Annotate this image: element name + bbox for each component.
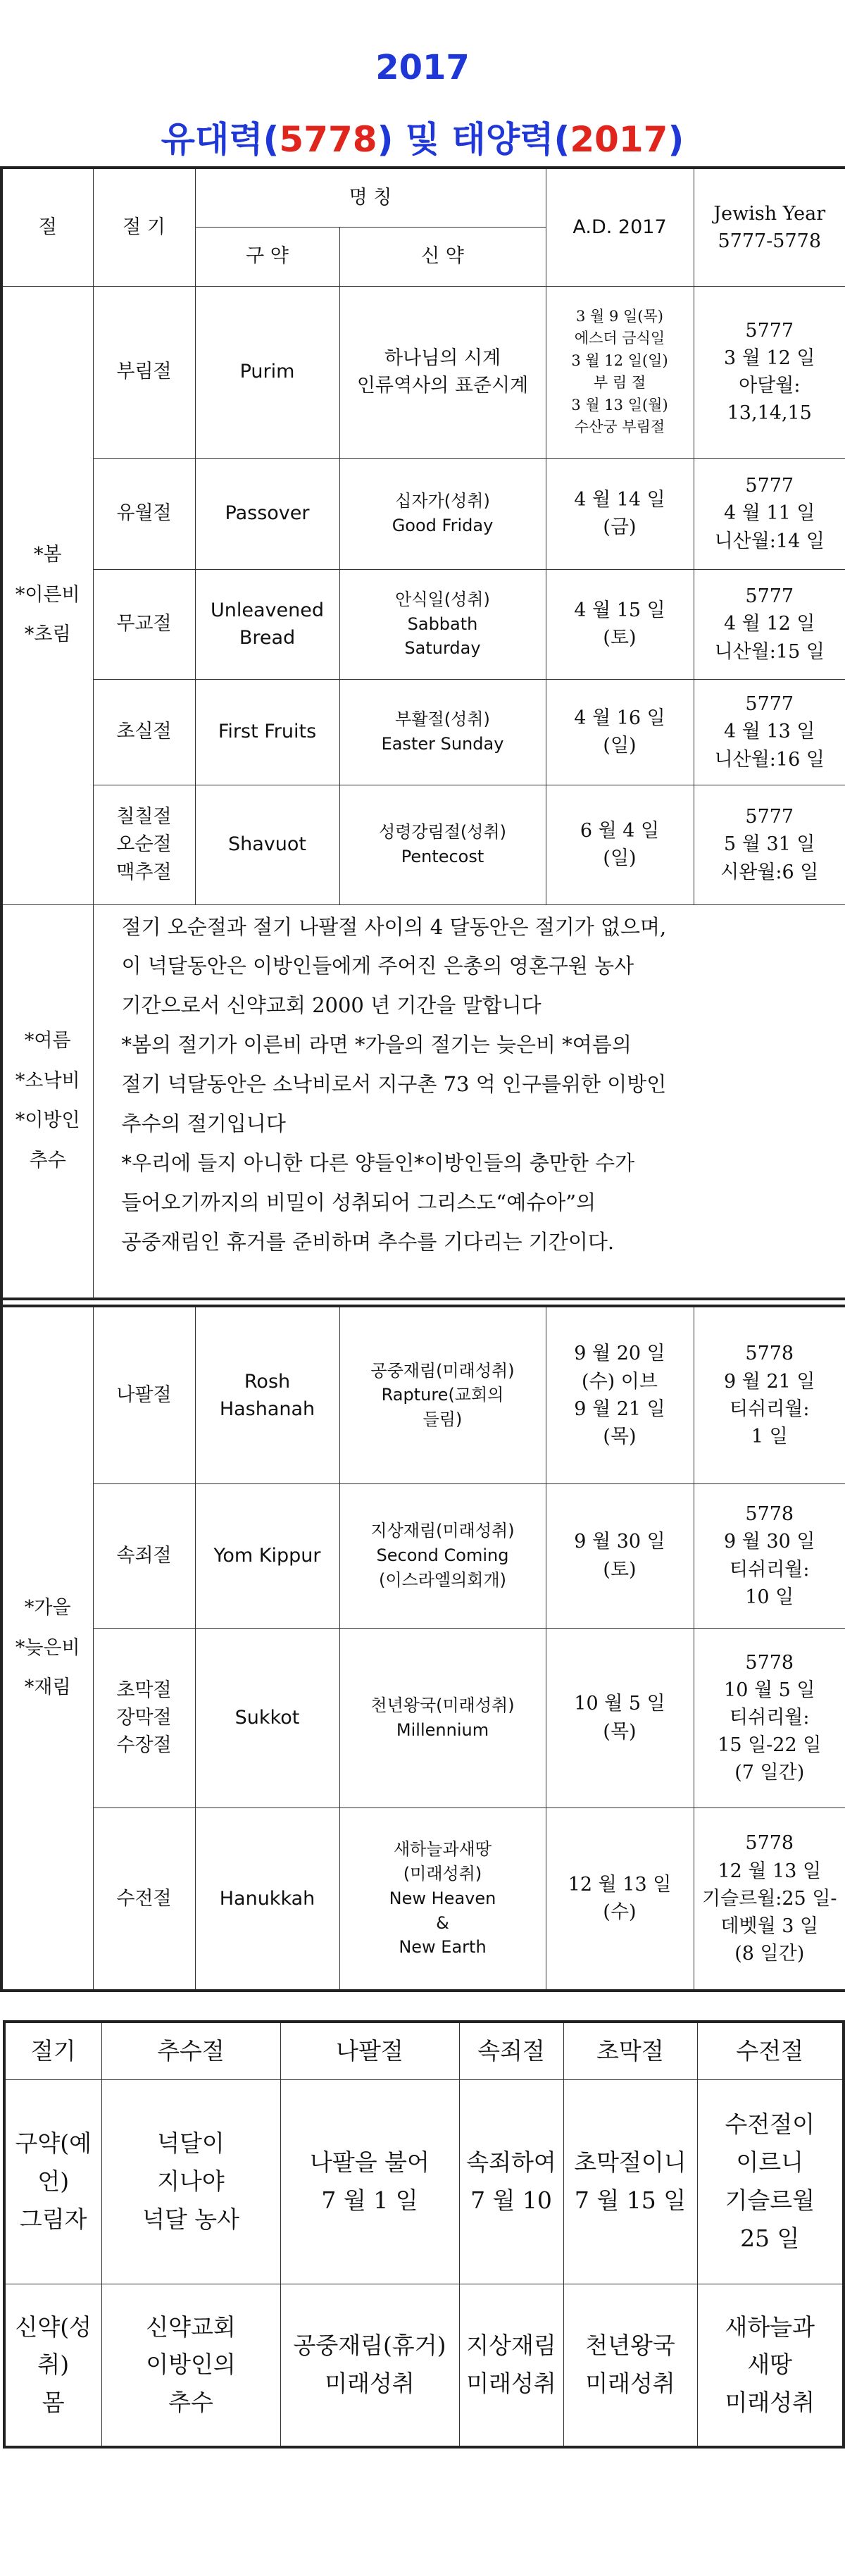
ad-date-line: 9 월 21 일 [574,1398,665,1420]
header-new-testament: 신 약 [339,227,546,286]
feast-name-line: 유월절 [116,502,172,525]
ad-date-line: (수) [603,1901,637,1924]
summary-cell-line: 공중재림(휴거) [293,2332,446,2360]
summary-cell-line: 7 월 1 일 [321,2186,418,2214]
old-testament-name [195,569,339,679]
feast-row [1,286,845,458]
jewish-date-line: 5777 [745,693,794,716]
feast-row [1,1628,845,1807]
summer-text-line: 기간으로서 신약교회 2000 년 기간을 말합니다 [121,993,542,1018]
new-testament-name [339,569,546,679]
ad-date-line: 4 월 16 일 [574,707,665,729]
summary-header [4,2022,101,2079]
summary-header-line: 수전절 [736,2036,804,2065]
new-testament-name-line: 부활절(성취) [395,709,490,730]
new-testament-name [339,1628,546,1807]
summary-header-row [4,2022,844,2079]
ad-date-line: 3 월 13 일(월) [571,396,668,413]
summer-text-line: 절기 오순절과 절기 나팔절 사이의 4 달동안은 절기가 없으며, [121,914,667,939]
feast-row [1,1483,845,1628]
new-testament-name [339,458,546,569]
new-testament-name-line: 안식일(성취) [395,589,490,609]
jewish-date-line: (7 일간) [734,1762,805,1784]
summary-cell [459,2284,563,2447]
jewish-date-line: 티쉬리월: [730,1558,810,1581]
ad-date-line: 4 월 15 일 [574,599,665,621]
new-testament-name [339,1306,546,1483]
old-testament-name [195,1483,339,1628]
summary-header [563,2022,697,2079]
title-calendar [0,111,845,162]
feast-name [93,785,195,904]
header-name: 명 칭 [195,168,546,227]
season-cell-line: *늦은비 [15,1636,80,1659]
old-testament-name [195,1628,339,1807]
ad-date-line: 3 월 12 일(일) [571,351,668,369]
jewish-date [694,785,845,904]
ad-date-line: 9 월 30 일 [574,1531,665,1553]
feast-row [1,679,845,785]
feast-name-line: 장막절 [116,1706,172,1729]
jewish-date-line: 9 월 30 일 [724,1531,815,1553]
new-testament-name-line: Pentecost [401,847,484,866]
old-testament-name-line: Hanukkah [219,1887,315,1910]
ad-date [546,679,694,785]
jewish-date-line: 5777 [745,319,794,342]
header-season: 절 [1,168,93,286]
ad-date [546,1483,694,1628]
summer-text-line: *우리에 들지 아니한 다른 양들인*이방인들의 충만한 수가 [121,1151,635,1176]
summary-row-label [4,2079,101,2284]
summer-season-line: *이방인 [15,1109,80,1132]
jewish-date-line: 4 월 11 일 [724,502,815,525]
summer-season-line: 추수 [29,1149,66,1171]
season-cell [1,1306,93,1991]
header-old-testament: 구 약 [195,227,339,286]
summary-cell-line: 이르니 [736,2148,804,2177]
ad-date [546,1628,694,1807]
summary-cell-line: 신약교회 [146,2313,236,2341]
feast-name-line: 수장절 [116,1734,172,1757]
summary-row-old [4,2079,844,2284]
feast-name-line: 나팔절 [116,1384,172,1407]
jewish-date [694,458,845,569]
new-testament-name-line: Millennium [396,1719,489,1740]
old-testament-name-line: Passover [225,502,310,525]
jewish-date-line: 티쉬리월: [730,1398,810,1420]
feast-name [93,1483,195,1628]
old-testament-name-line: Rosh [244,1370,291,1393]
jewish-date-line: 15 일-22 일 [718,1734,822,1757]
old-testament-name-line: Yom Kippur [213,1544,321,1567]
new-testament-name-line: 성령강림절(성취) [378,822,506,842]
jewish-date-line: 9 월 21 일 [724,1370,815,1393]
jewish-date-line: 10 일 [745,1586,794,1608]
ad-date [546,785,694,904]
summary-cell-line: 25 일 [740,2224,800,2252]
feast-row [1,1807,845,1991]
ad-date-line: (수) 이브 [582,1370,658,1393]
feast-name [93,286,195,458]
summary-table [3,2020,845,2449]
feast-row [1,785,845,904]
ad-date-line: (토) [603,627,637,649]
ad-date-line: 9 월 20 일 [574,1343,665,1365]
feast-table [0,166,845,1992]
ad-date-line: (일) [603,735,637,757]
jewish-date [694,569,845,679]
new-testament-name-line: Good Friday [392,516,494,535]
old-testament-name [195,458,339,569]
feast-name-line: 속죄절 [116,1544,172,1567]
old-testament-name [195,286,339,458]
jewish-date-line: 아달월: [739,375,801,397]
ad-date-line: 에스더 금식일 [574,330,665,347]
feast-name-line: 무교절 [116,613,172,635]
new-testament-name-line: 십자가(성취) [395,491,490,511]
old-testament-name [195,785,339,904]
jewish-date [694,679,845,785]
jewish-date-line: 시완월:6 일 [720,861,819,883]
season-cell-line: *이른비 [15,583,80,606]
section-separator [1,1299,845,1306]
old-testament-name-line: Sukkot [234,1706,300,1729]
jewish-date-line: 5778 [745,1832,794,1855]
title-part: 유대력( [161,119,280,160]
ad-date-line: 4 월 14 일 [574,488,665,511]
ad-date [546,1306,694,1483]
title-part: ) [668,119,684,160]
feast-name [93,1628,195,1807]
summary-cell [101,2284,280,2447]
ad-date-line: 12 월 13 일 [568,1874,672,1896]
summer-description [93,904,845,1299]
jewish-date-line: 3 월 12 일 [724,347,815,369]
header-jy-line: Jewish Year [713,202,826,225]
new-testament-name [339,286,546,458]
summary-cell-line: 미래성취 [325,2370,415,2398]
summary-cell-line: 7 월 10 [470,2186,552,2214]
season-cell-line: *가을 [24,1596,71,1619]
jewish-date-line: 5777 [745,806,794,828]
summary-cell-line: 수전절이 [725,2110,815,2139]
ad-date-line: (토) [603,1558,637,1581]
summer-season-line: *소낙비 [15,1069,80,1092]
jewish-date [694,286,845,458]
old-testament-name [195,1807,339,1991]
summary-row-new [4,2284,844,2447]
summary-cell [101,2079,280,2284]
ad-date-line: (금) [603,516,637,538]
title-part: 2017 [570,119,668,160]
summary-cell-line: 기슬르월 [725,2186,815,2214]
autumn-section [1,1306,845,1991]
summer-text-line: 절기 넉달동안은 소낙비로서 지구촌 73 억 인구를위한 이방인 [121,1072,667,1097]
summary-cell-line: 7 월 15 일 [574,2186,687,2214]
old-testament-name-line: Bread [239,627,296,649]
jewish-date-line: 12 월 13 일 [718,1860,822,1882]
feast-row [1,458,845,569]
spring-section [1,286,845,904]
summary-cell-line: 넉달 농사 [142,2205,239,2233]
summary-header [459,2022,563,2079]
jewish-date-line: 5777 [745,475,794,497]
summary-cell-line: 미래성취 [725,2389,815,2417]
feast-row [1,1306,845,1483]
new-testament-name [339,1807,546,1991]
summary-cell-line: 이방인의 [146,2351,236,2379]
old-testament-name [195,679,339,785]
new-testament-name-line: 하나님의 시계 [384,347,501,369]
jewish-date-line: 니산월:14 일 [714,530,825,552]
ad-date-line: 부 림 절 [593,374,646,391]
summary-header [280,2022,459,2079]
summary-header-line: 초막절 [596,2036,664,2065]
summary-cell-line: 천년왕국 [585,2332,675,2360]
new-testament-name-line: (미래성취) [403,1864,482,1884]
summary-header-line: 절기 [30,2036,76,2065]
feast-name [93,569,195,679]
new-testament-name-line: Rapture(교회의 [381,1385,504,1405]
feast-name-line: 맥추절 [116,861,172,883]
jewish-date-line: 니산월:15 일 [714,640,825,663]
summer-text-line: 들어오기까지의 비밀이 성취되어 그리스도“예슈아”의 [121,1190,596,1215]
jewish-date-line: 데벳월 3 일 [720,1915,819,1937]
new-testament-name-line: Saturday [404,638,481,659]
jewish-date-line: (8 일간) [734,1942,805,1965]
summary-row-label-line: 구약(예언) [15,2129,92,2196]
jewish-date [694,1306,845,1483]
jewish-date-line: 13,14,15 [727,402,812,425]
old-testament-name-line: Shavuot [228,833,306,856]
feast-name [93,679,195,785]
summary-cell [563,2079,697,2284]
summer-text-line: 추수의 절기입니다 [121,1112,286,1136]
summary-row-label-line: 몸 [42,2389,65,2417]
summary-cell-line: 지상재림 [466,2332,556,2360]
ad-date-line: 6 월 4 일 [580,819,660,842]
new-testament-name [339,1483,546,1628]
title-part: ) 및 태양력( [377,119,570,160]
summary-header [101,2022,280,2079]
summer-season-cell [1,904,93,1299]
new-testament-name [339,679,546,785]
summary-header-line: 추수절 [157,2036,225,2065]
feast-name-line: 초실절 [116,721,172,743]
jewish-date-line: 니산월:16 일 [714,748,825,771]
new-testament-name-line: 천년왕국(미래성취) [370,1695,515,1715]
season-cell-line: *봄 [33,543,62,566]
summary-cell-line: 지나야 [157,2167,225,2196]
header-jy-line: 5777-5778 [718,230,822,252]
feast-row [1,569,845,679]
summer-text-line: *봄의 절기가 이른비 라면 *가을의 절기는 늦은비 *여름의 [121,1033,632,1057]
season-cell-line: *초림 [24,623,71,646]
ad-date-line: (목) [603,1425,637,1448]
feast-name-line: 오순절 [116,833,172,856]
summary-cell-line: 나팔을 불어 [310,2148,430,2177]
summer-text-line: 이 넉달동안은 이방인들에게 주어진 은총의 영혼구원 농사 [121,954,634,978]
new-testament-name-line: 들림) [423,1410,463,1430]
summary-row-label-line: 그림자 [19,2205,87,2233]
new-testament-name-line: New Heaven [389,1888,496,1908]
summer-season-line: *여름 [24,1029,71,1052]
jewish-date-line: 4 월 13 일 [724,721,815,743]
summary-cell [697,2079,844,2284]
title-year: 2017 [375,48,470,87]
jewish-date-line: 5778 [745,1651,794,1674]
ad-date-line: 수산궁 부림절 [574,418,665,435]
summary-cell [563,2284,697,2447]
feast-name-line: 초막절 [116,1679,172,1701]
new-testament-name-line: & [436,1912,449,1933]
new-testament-name-line: 새하늘과새땅 [393,1839,492,1860]
summary-cell [280,2079,459,2284]
ad-date-line: 3 월 9 일(목) [576,307,663,325]
header-feast: 절 기 [93,168,195,286]
jewish-date [694,1483,845,1628]
ad-date [546,1807,694,1991]
jewish-date-line: 기슬르월:25 일- [701,1887,837,1910]
new-testament-name-line: 공중재림(미래성취) [370,1360,515,1381]
summer-text-line: 공중재림인 휴거를 준비하며 추수를 기다리는 기간이다. [121,1230,615,1255]
jewish-date-line: 10 월 5 일 [724,1679,815,1701]
header-jewish-year [694,168,845,286]
summary-header [697,2022,844,2079]
jewish-date-line: 5 월 31 일 [724,833,815,856]
title-part: 5778 [279,119,377,160]
summary-cell-line: 초막절이니 [574,2148,687,2177]
summary-cell [459,2079,563,2284]
summary-header-line: 속죄절 [477,2036,545,2065]
ad-date [546,458,694,569]
summary-cell-line: 넉달이 [157,2129,225,2158]
old-testament-name-line: First Fruits [218,721,317,743]
new-testament-name-line: Second Coming [376,1545,509,1566]
feast-name [93,458,195,569]
jewish-date-line: 1 일 [751,1425,788,1448]
jewish-date-line: 5778 [745,1503,794,1526]
new-testament-name-line: Easter Sunday [381,734,504,754]
season-cell [1,286,93,904]
old-testament-name-line: Unleavened [211,599,324,621]
summary-cell-line: 새땅 [747,2351,793,2379]
ad-date-line: (목) [603,1720,637,1743]
summary-cell-line: 미래성취 [466,2370,556,2398]
new-testament-name-line: Sabbath [407,614,478,634]
summary-row-label [4,2284,101,2447]
summary-cell-line: 추수 [168,2389,213,2417]
new-testament-name-line: 인류역사의 표준시계 [356,375,529,397]
summary-header-line: 나팔절 [336,2036,403,2065]
summary-cell-line: 새하늘과 [725,2313,815,2341]
ad-date [546,569,694,679]
jewish-date-line: 티쉬리월: [730,1706,810,1729]
jewish-date [694,1807,845,1991]
old-testament-name-line: Purim [239,361,295,383]
summary-cell [697,2284,844,2447]
new-testament-name-line: New Earth [399,1937,487,1958]
jewish-date [694,1628,845,1807]
summary-row-label-line: 신약(성취) [15,2313,92,2379]
old-testament-name-line: Hashanah [219,1398,315,1420]
feast-name [93,1306,195,1483]
ad-date [546,286,694,458]
ad-date-line: 10 월 5 일 [574,1693,665,1715]
summary-cell-line: 미래성취 [585,2370,675,2398]
jewish-date-line: 5778 [745,1343,794,1365]
feast-name-line: 부림절 [116,361,172,383]
new-testament-name-line: (이스라엘의회개) [378,1569,506,1590]
summary-cell-line: 속죄하여 [466,2148,556,2177]
jewish-date-line: 5777 [745,585,794,608]
new-testament-name-line: 지상재림(미래성취) [370,1521,515,1541]
season-cell-line: *재림 [24,1676,71,1699]
feast-name-line: 칠칠절 [116,806,172,828]
new-testament-name [339,785,546,904]
ad-date-line: (일) [603,847,637,869]
header-ad: A.D. 2017 [546,168,694,286]
old-testament-name [195,1306,339,1483]
summary-cell [280,2284,459,2447]
feast-name [93,1807,195,1991]
jewish-date-line: 4 월 12 일 [724,613,815,635]
feast-name-line: 수전절 [116,1887,172,1910]
